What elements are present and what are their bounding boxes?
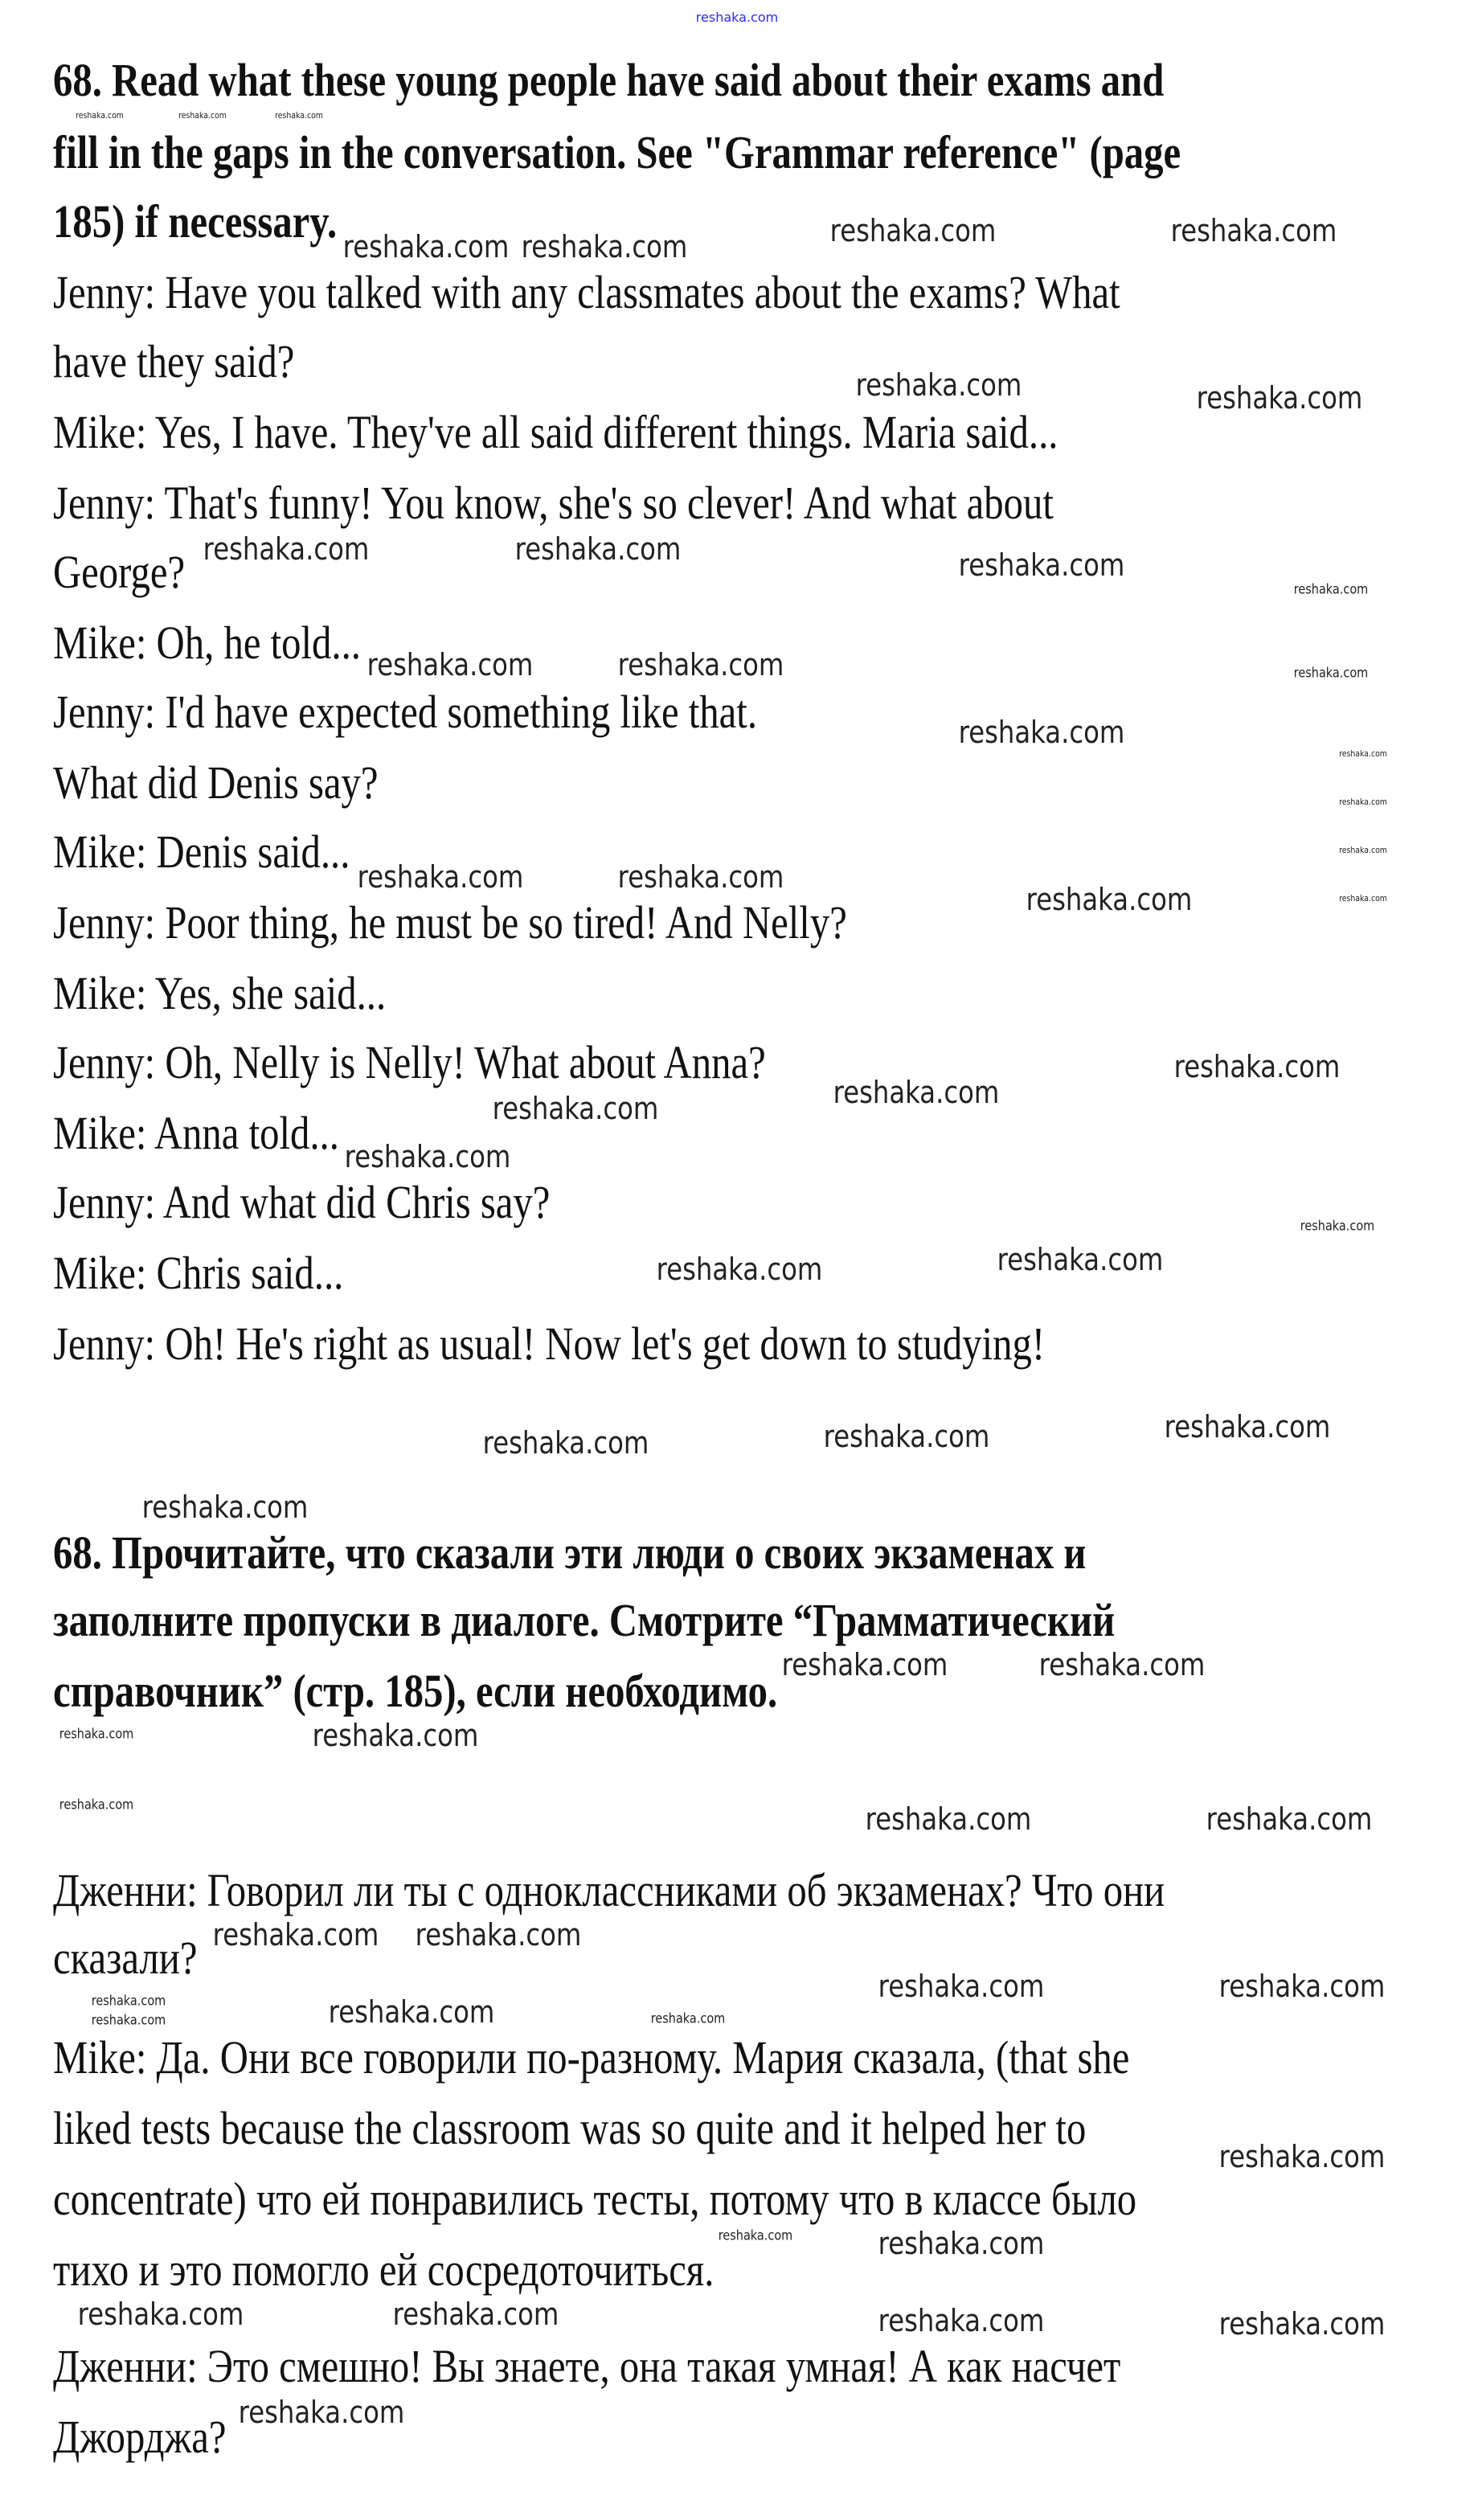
watermark-text: reshaka.com [275,109,323,121]
watermark-text: reshaka.com [878,2303,1045,2339]
watermark-text: reshaka.com [91,2012,166,2029]
watermark-text: reshaka.com [855,367,1022,404]
watermark-text: reshaka.com [91,1993,166,2010]
watermark-text: reshaka.com [1339,796,1387,807]
translation-line: Дженни: Говорил ли ты с одноклассниками об экзаменах? Что они [53,1864,1165,1916]
exercise-heading-line: 68. Read what these young people have said about their exams and [53,54,1165,106]
watermark-text: reshaka.com [781,1647,948,1683]
watermark-text: reshaka.com [1026,882,1193,918]
watermark-text: reshaka.com [312,1718,479,1754]
dialogue-line: Jenny: Oh, Nelly is Nelly! What about Anna? [53,1036,766,1088]
watermark-text: reshaka.com [59,1726,134,1743]
translation-line: Дженни: Это смешно! Вы знаете, она такая умная! А как насчет [53,2340,1121,2392]
watermark-text: reshaka.com [718,2227,793,2244]
dialogue-line: Jenny: Poor thing, he must be so tired! And Nelly? [53,896,847,949]
translation-line: concentrate) что ей понравились тесты, потому что в классе было [53,2173,1137,2225]
watermark-text: reshaka.com [1038,1647,1206,1683]
watermark-text: reshaka.com [212,1917,379,1953]
dialogue-line: Mike: Oh, he told... [53,617,361,669]
watermark-text: reshaka.com [521,229,688,265]
dialogue-line: Mike: Yes, I have. They've all said different things. Maria said... [53,406,1058,458]
dialogue-line: Jenny: That's funny! You know, she's so clever! And what about [53,477,1054,529]
watermark-text: reshaka.com [1293,581,1369,598]
watermark-text: reshaka.com [958,715,1125,751]
watermark-text: reshaka.com [958,547,1125,584]
translation-heading-line: заполните пропуски в диалоге. Смотрите “Грамматический [53,1594,1116,1646]
watermark-text: reshaka.com [997,1242,1164,1278]
watermark-text: reshaka.com [1339,844,1387,855]
watermark-text: reshaka.com [823,1419,990,1455]
watermark-text: reshaka.com [492,1091,659,1127]
translation-line: liked tests because the classroom was so quite and it helped her to [53,2102,1087,2154]
translation-line: тихо и это помогло ей сосредоточиться. [53,2243,714,2296]
watermark-text: reshaka.com [392,2297,559,2333]
watermark-text: reshaka.com [342,229,510,265]
exercise-heading-line: 185) if necessary. [53,195,338,248]
watermark-text: reshaka.com [617,647,784,683]
watermark-text: reshaka.com [656,1252,823,1288]
watermark-text: reshaka.com [357,859,524,895]
dialogue-line: Mike: Denis said... [53,826,350,878]
watermark-text: reshaka.com [1218,2139,1386,2175]
watermark-text: reshaka.com [1339,892,1387,904]
dialogue-line: Jenny: Have you talked with any classmates about the exams? What [53,266,1120,318]
watermark-text: reshaka.com [328,1994,495,2030]
watermark-text: reshaka.com [76,109,124,121]
watermark-text: reshaka.com [1206,1801,1373,1838]
watermark-text: reshaka.com [650,2010,726,2027]
dialogue-line: Jenny: I'd have expected something like that. [53,686,758,738]
watermark-text: reshaka.com [514,531,682,568]
watermark-text: reshaka.com [1173,1049,1341,1085]
translation-heading-line: 68. Прочитайте, что сказали эти люди о своих экзаменах и [53,1526,1087,1579]
watermark-text: reshaka.com [77,2297,244,2333]
watermark-text: reshaka.com [1300,1218,1375,1235]
dialogue-line: Mike: Anna told... [53,1107,339,1159]
watermark-text: reshaka.com [1164,1409,1331,1445]
dialogue-line: Mike: Chris said... [53,1247,344,1299]
site-header-link[interactable]: reshaka.com [695,10,779,25]
watermark-text: reshaka.com [482,1425,649,1461]
dialogue-line: What did Denis say? [53,756,379,809]
watermark-text: reshaka.com [833,1075,1000,1111]
watermark-text: reshaka.com [1218,1969,1386,2005]
watermark-text: reshaka.com [344,1139,511,1175]
watermark-text: reshaka.com [829,213,997,249]
dialogue-line: Jenny: Oh! He's right as usual! Now let's get down to studying! [53,1317,1046,1370]
translation-heading-line: справочник” (стр. 185), если необходимо. [53,1665,778,1717]
exercise-heading-line: fill in the gaps in the conversation. See "Grammar reference" (page [53,126,1181,178]
dialogue-line: George? [53,546,186,598]
watermark-text: reshaka.com [238,2395,405,2431]
dialogue-line: have they said? [53,335,295,387]
watermark-text: reshaka.com [1293,665,1369,682]
watermark-text: reshaka.com [415,1917,582,1953]
translation-line: Джорджа? [53,2411,227,2463]
translation-line: сказали? [53,1932,198,1984]
watermark-text: reshaka.com [878,1969,1045,2005]
watermark-text: reshaka.com [178,109,227,121]
watermark-text: reshaka.com [1218,2306,1386,2342]
watermark-text: reshaka.com [366,647,534,683]
watermark-text: reshaka.com [878,2226,1045,2262]
watermark-text: reshaka.com [141,1489,309,1526]
watermark-text: reshaka.com [1170,213,1337,249]
watermark-text: reshaka.com [865,1801,1032,1838]
translation-line: Mike: Да. Они все говорили по-разному. Мария сказала, (that she [53,2031,1130,2084]
dialogue-line: Mike: Yes, she said... [53,967,387,1019]
watermark-text: reshaka.com [1339,748,1387,759]
watermark-text: reshaka.com [59,1797,134,1813]
watermark-text: reshaka.com [617,859,784,895]
dialogue-line: Jenny: And what did Chris say? [53,1176,551,1228]
watermark-text: reshaka.com [1196,380,1363,416]
watermark-text: reshaka.com [203,531,370,568]
